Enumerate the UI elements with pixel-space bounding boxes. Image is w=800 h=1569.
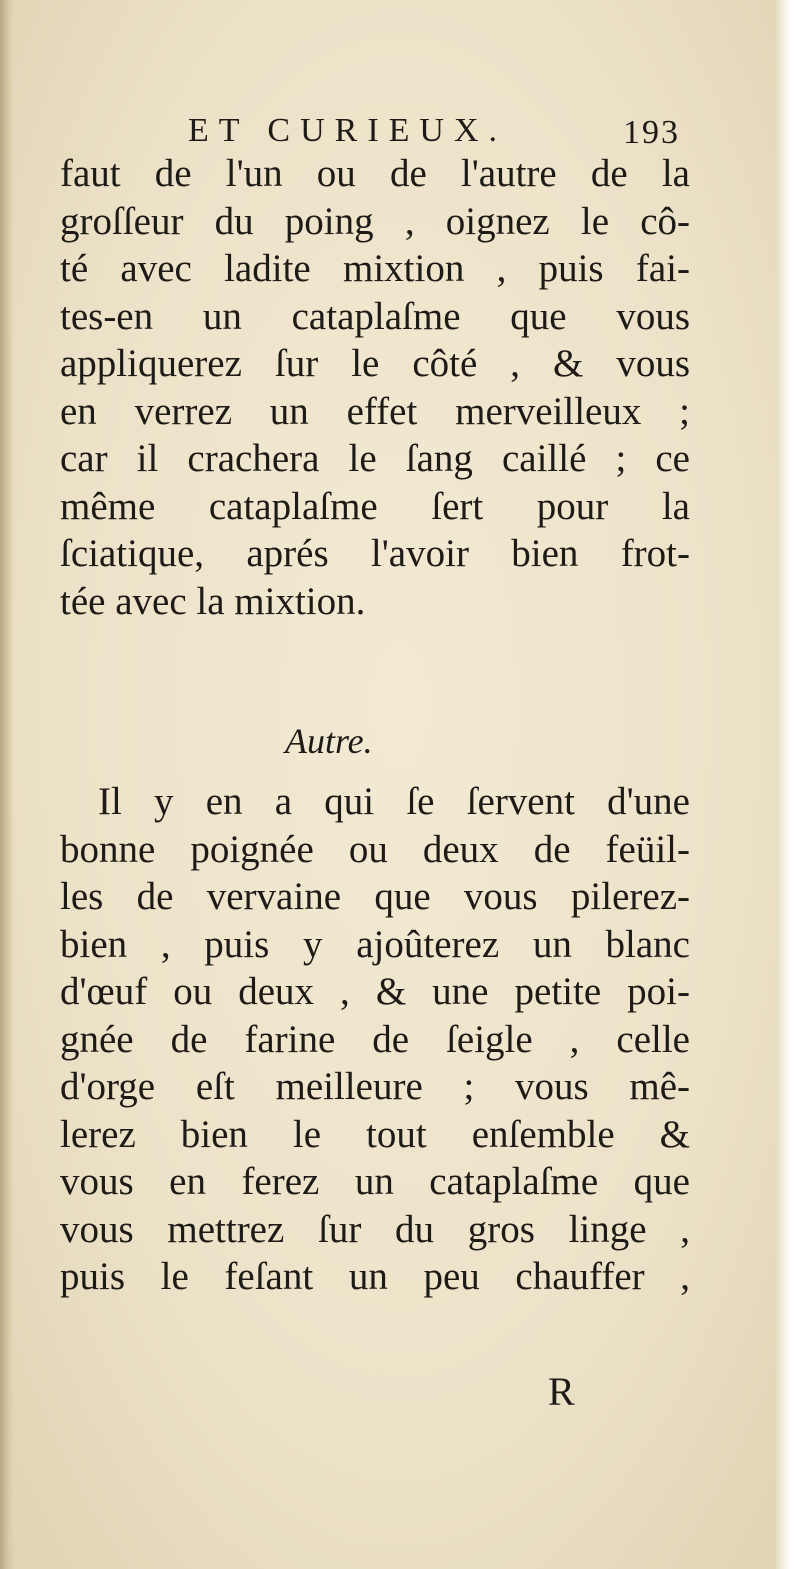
text-line: ſciatique, aprés l'avoir bien frot- <box>60 532 690 575</box>
text-line: gnée de farine de ſeigle , celle <box>60 1017 690 1061</box>
text-line: même cataplaſme ſert pour la <box>60 484 690 528</box>
page-number: 193 <box>623 114 680 151</box>
text-line: lerez bien le tout enſemble & <box>60 1112 690 1156</box>
catchword: R <box>548 1369 575 1414</box>
text-line: car il crachera le ſang caillé ; ce <box>60 437 690 480</box>
text-line: vous mettrez ſur du gros linge , <box>60 1207 690 1251</box>
text-line: d'œuf ou deux , & une petite poi- <box>60 970 690 1013</box>
page-gutter-shadow <box>0 0 14 1569</box>
text-line: bien , puis y ajoûterez un blanc <box>60 922 690 966</box>
text-line: les de vervaine que vous pilerez- <box>60 875 690 918</box>
text-line: en verrez un effet merveilleux ; <box>60 389 690 433</box>
text-line: bonne poignée ou deux de feüil- <box>60 827 690 871</box>
text-line: faut de l'un ou de l'autre de la <box>60 152 690 195</box>
paragraph-1 <box>60 150 690 625</box>
page-right-margin <box>776 0 800 1569</box>
text-line: tée avec la mixtion. <box>60 579 366 623</box>
text-line: puis le feſant un peu chauffer , <box>60 1255 690 1298</box>
text-line: d'orge eſt meilleure ; vous mê- <box>60 1065 690 1108</box>
text-line: groſſeur du poing , oignez le cô- <box>60 199 690 243</box>
text-line: tes-en un cataplaſme que vous <box>60 294 690 338</box>
section-heading: Autre. <box>285 721 373 761</box>
text-line: té avec ladite mixtion , puis fai- <box>60 247 690 290</box>
text-line: appliquerez ſur le côté , & vous <box>60 342 690 385</box>
paragraph-2 <box>60 778 690 1301</box>
text-line: vous en ferez un cataplaſme que <box>60 1160 690 1203</box>
text-line: Il y en a qui ſe ſervent d'une <box>98 780 690 823</box>
running-head-title: ET CURIEUX. <box>188 112 508 149</box>
